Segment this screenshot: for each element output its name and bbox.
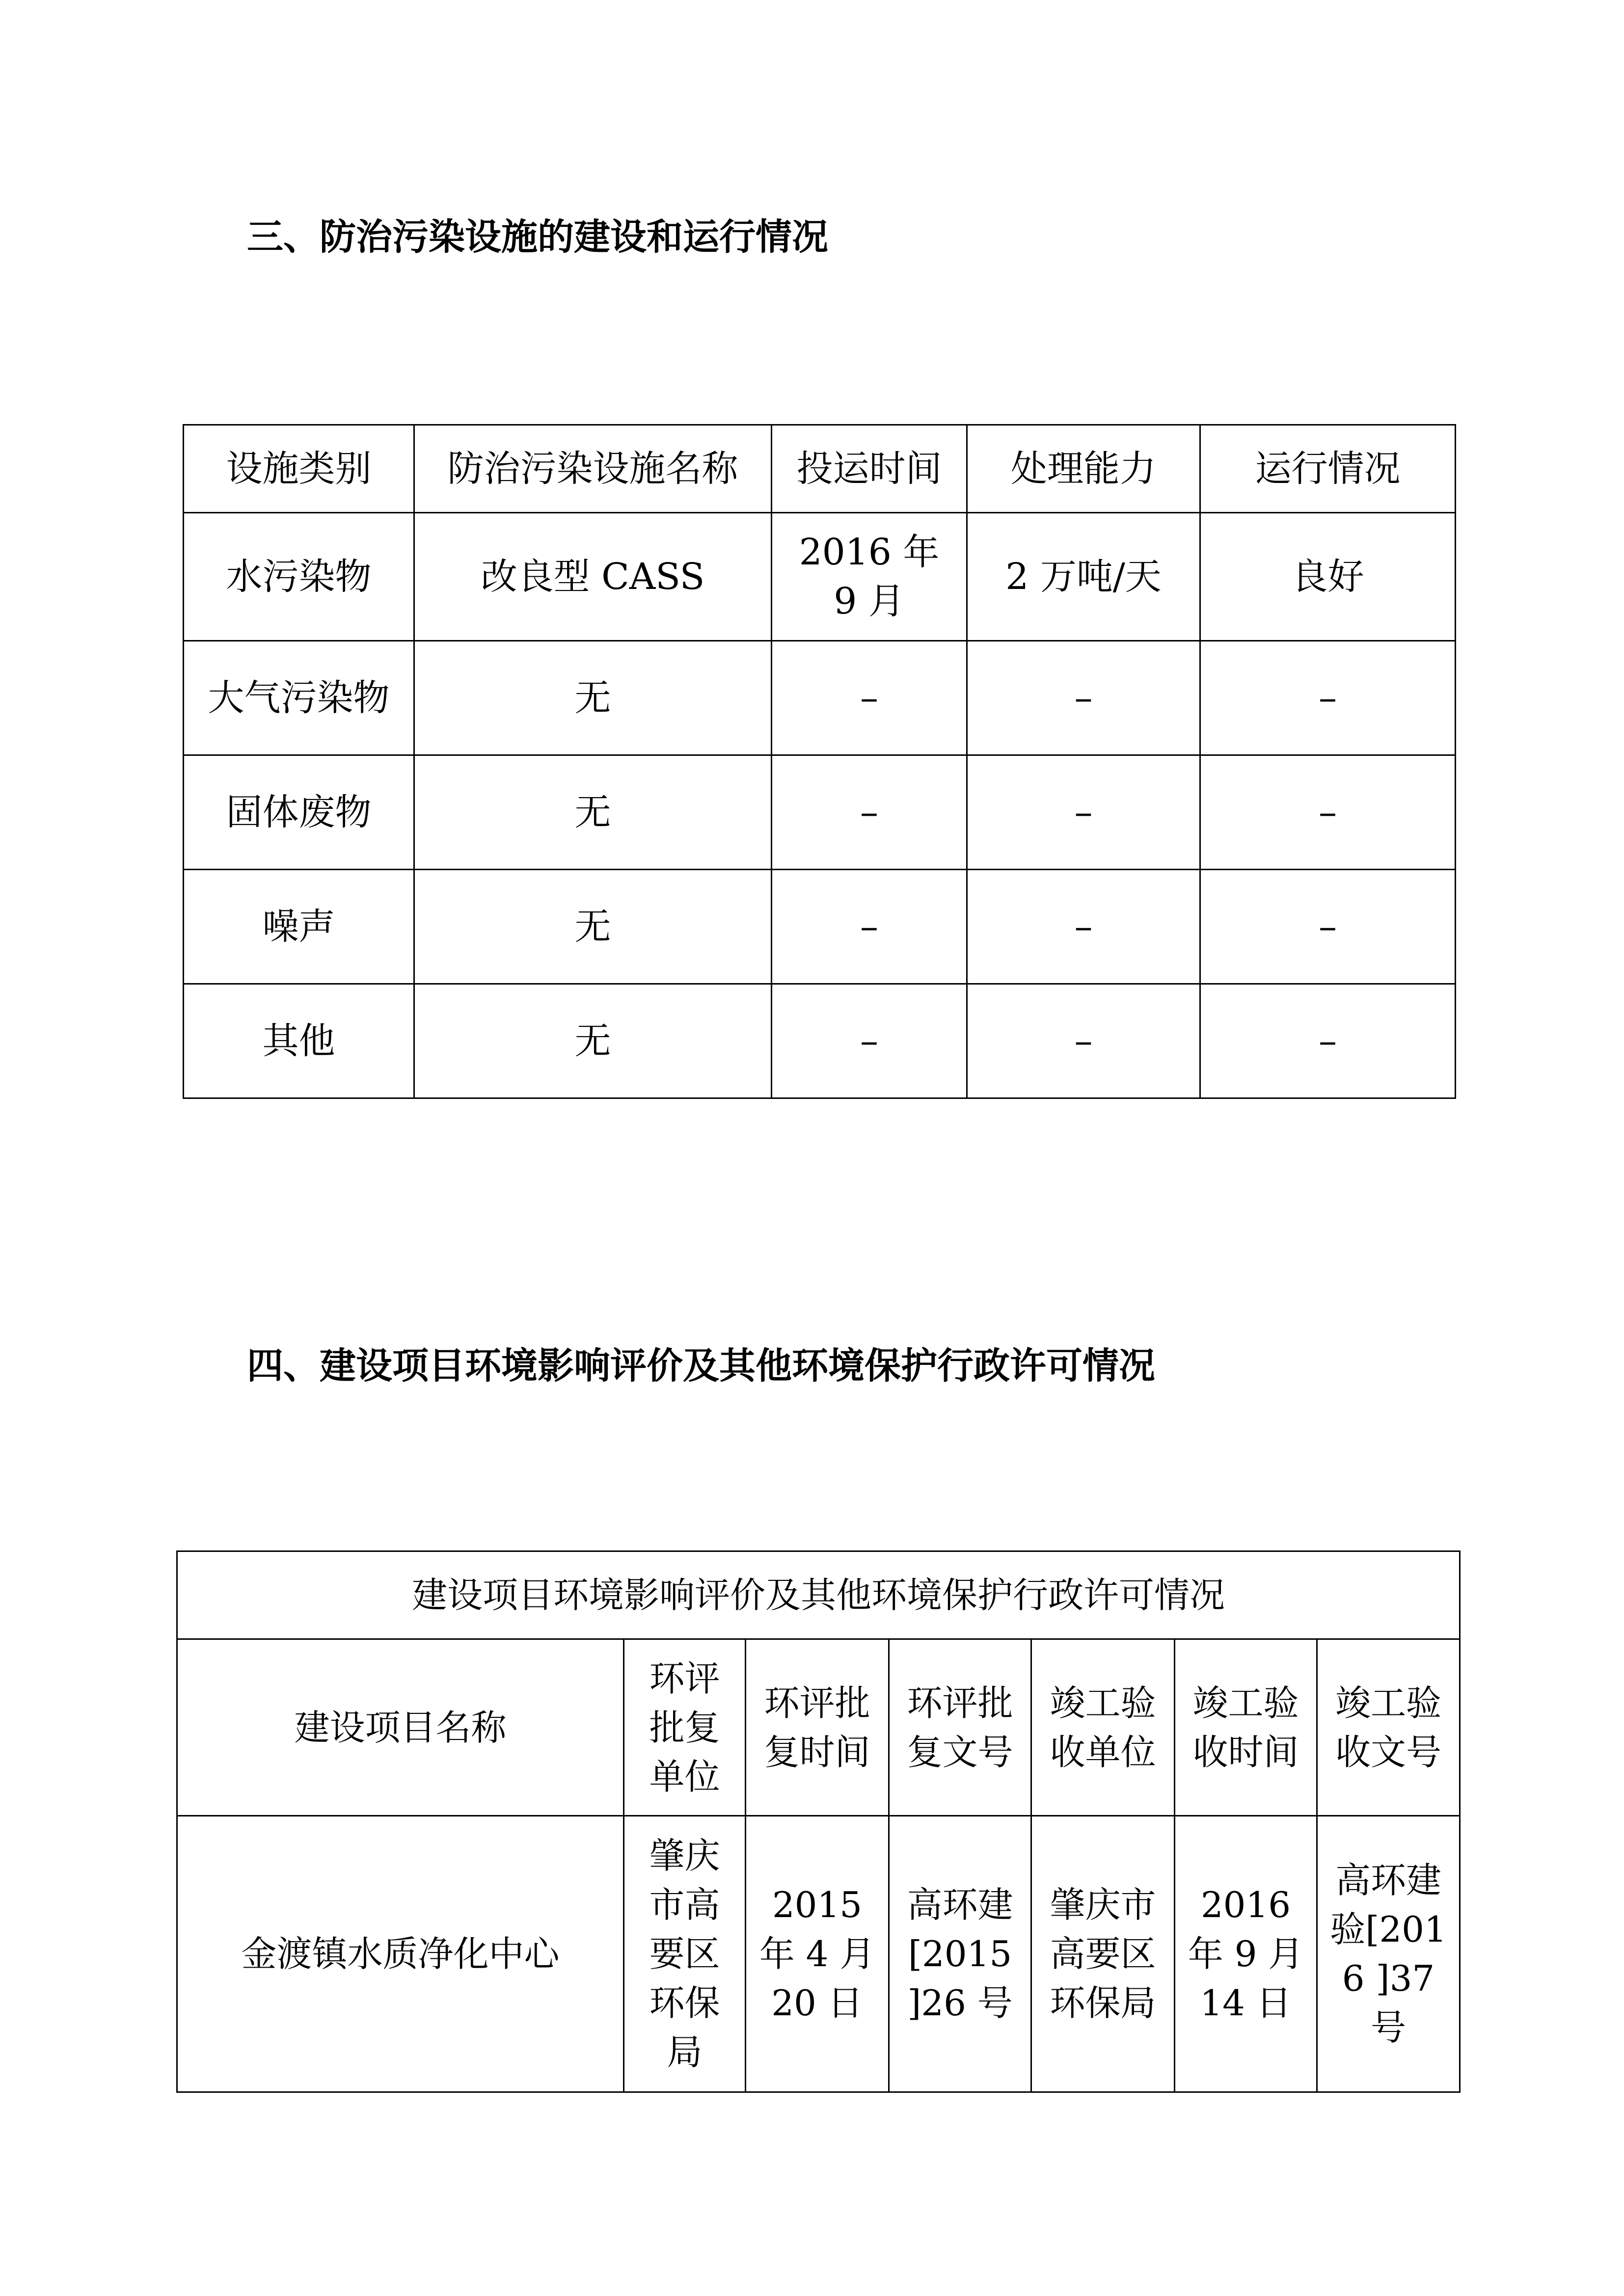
table-cell: 2016 年 9 月 [772,513,967,641]
table-cell: – [772,641,967,755]
header-cell-operation-status: 运行情况 [1200,425,1456,513]
header-cell-project-name: 建设项目名称 [177,1639,624,1816]
table-cell: – [967,641,1200,755]
header-cell-capacity: 处理能力 [967,425,1200,513]
table-cell: – [1200,984,1456,1098]
table-cell: 其他 [184,984,414,1098]
table-cell: 水污染物 [184,513,414,641]
table-cell: – [1200,641,1456,755]
header-cell-eia-approval-unit: 环评批复单位 [624,1639,746,1816]
table-cell: 肇庆市高要区环保局 [1031,1816,1175,2092]
header-cell-facility-category: 设施类别 [184,425,414,513]
table-row [184,641,1456,755]
table-cell: 高环建验[2016 ]37 号 [1317,1816,1460,2092]
header-cell-acceptance-time: 竣工验收时间 [1175,1639,1317,1816]
header-cell-start-time: 投运时间 [772,425,967,513]
table-header-row [184,425,1456,513]
table-cell: 良好 [1200,513,1456,641]
table-cell: – [967,870,1200,984]
table-row [184,984,1456,1098]
table-cell: – [967,755,1200,870]
header-cell-acceptance-number: 竣工验收文号 [1317,1639,1460,1816]
table-cell: – [772,870,967,984]
table-cell: 2016 年 9 月 14 日 [1175,1816,1317,2092]
table-caption-row [177,1551,1460,1639]
table-cell: – [967,984,1200,1098]
header-cell-acceptance-unit: 竣工验收单位 [1031,1639,1175,1816]
table-row [184,513,1456,641]
table-cell: – [772,984,967,1098]
table-caption: 建设项目环境影响评价及其他环境保护行政许可情况 [177,1551,1460,1639]
table-cell: 固体废物 [184,755,414,870]
table-cell: 噪声 [184,870,414,984]
table-cell: – [1200,755,1456,870]
pollution-facilities-table [183,424,1456,1099]
table-cell: 改良型 CASS [414,513,772,641]
table-header-row [177,1639,1460,1816]
table-cell: 无 [414,641,772,755]
header-cell-eia-approval-number: 环评批复文号 [889,1639,1031,1816]
table-cell: 无 [414,984,772,1098]
environmental-permit-table [176,1550,1461,2093]
table-cell: 2015 年 4 月 20 日 [746,1816,889,2092]
section-4-heading: 四、建设项目环境影响评价及其他环境保护行政许可情况 [247,1345,1155,1387]
table-row [177,1816,1460,2092]
section-3-heading: 三、防治污染设施的建设和运行情况 [247,216,828,258]
table-cell: 大气污染物 [184,641,414,755]
table-cell: 无 [414,870,772,984]
table-cell: – [1200,870,1456,984]
table-row [184,870,1456,984]
table-row [184,755,1456,870]
table-cell: 2 万吨/天 [967,513,1200,641]
table-cell: 高环建[2015 ]26 号 [889,1816,1031,2092]
header-cell-eia-approval-time: 环评批复时间 [746,1639,889,1816]
table-cell: 无 [414,755,772,870]
header-cell-facility-name: 防治污染设施名称 [414,425,772,513]
table-cell: 金渡镇水质净化中心 [177,1816,624,2092]
table-cell: – [772,755,967,870]
table-cell: 肇庆市高要区环保局 [624,1816,746,2092]
